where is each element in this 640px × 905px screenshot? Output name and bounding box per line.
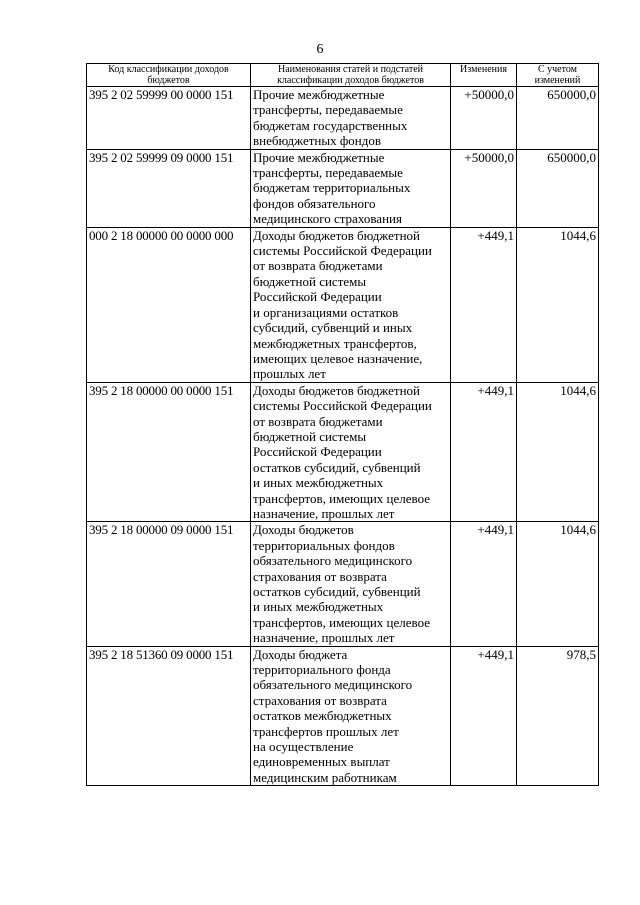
row-change: +449,1 xyxy=(451,227,517,382)
row-name: Доходы бюджетов территориальных фондов обязательного медицинского страхования от возврата остатков субсидий, субвенций и иных межбюджетных трансфертов, имеющих целевое назначение, прошлых лет xyxy=(251,522,451,646)
row-total: 1044,6 xyxy=(517,522,599,646)
row-name: Доходы бюджета территориального фонда обязательного медицинского страхования от возврата остатков межбюджетных трансфертов прошлых лет на осуществление единовременных выплат медицинским работникам xyxy=(251,646,451,786)
header-name: Наименования статей и подстатей классификации доходов бюджетов xyxy=(251,64,451,87)
row-total: 1044,6 xyxy=(517,382,599,522)
row-change: +449,1 xyxy=(451,522,517,646)
table-row xyxy=(87,382,599,522)
row-total: 978,5 xyxy=(517,646,599,786)
row-change: +50000,0 xyxy=(451,149,517,227)
row-change: +449,1 xyxy=(451,382,517,522)
row-code: 395 2 18 00000 00 0000 151 xyxy=(87,382,251,522)
row-total: 650000,0 xyxy=(517,149,599,227)
budget-changes-table xyxy=(86,63,599,786)
table-header-row xyxy=(87,64,599,87)
row-name: Прочие межбюджетные трансферты, передаваемые бюджетам государственных внебюджетных фондов xyxy=(251,87,451,150)
table-row xyxy=(87,149,599,227)
row-code: 395 2 18 51360 09 0000 151 xyxy=(87,646,251,786)
row-code: 395 2 18 00000 09 0000 151 xyxy=(87,522,251,646)
header-total: С учетом изменений xyxy=(517,64,599,87)
table-row xyxy=(87,227,599,382)
row-total: 1044,6 xyxy=(517,227,599,382)
row-total: 650000,0 xyxy=(517,87,599,150)
table-row xyxy=(87,522,599,646)
row-code: 395 2 02 59999 09 0000 151 xyxy=(87,149,251,227)
row-change: +50000,0 xyxy=(451,87,517,150)
header-change: Изменения xyxy=(451,64,517,87)
page-number: 6 xyxy=(316,42,324,57)
table-row xyxy=(87,646,599,786)
row-name: Прочие межбюджетные трансферты, передаваемые бюджетам территориальных фондов обязательного медицинского страхования xyxy=(251,149,451,227)
row-code: 000 2 18 00000 00 0000 000 xyxy=(87,227,251,382)
header-code: Код классификации доходов бюджетов xyxy=(87,64,251,87)
row-code: 395 2 02 59999 00 0000 151 xyxy=(87,87,251,150)
row-name: Доходы бюджетов бюджетной системы Российской Федерации от возврата бюджетами бюджетной системы Российской Федерации остатков субсидий, субвенций и иных межбюджетных трансфертов, имеющих целевое назначение, прошлых лет xyxy=(251,382,451,522)
table-row xyxy=(87,87,599,150)
row-change: +449,1 xyxy=(451,646,517,786)
row-name: Доходы бюджетов бюджетной системы Российской Федерации от возврата бюджетами бюджетной системы Российской Федерации и организациями остатков субсидий, субвенций и иных межбюджетных трансфертов, имеющих целевое назначение, прошлых лет xyxy=(251,227,451,382)
